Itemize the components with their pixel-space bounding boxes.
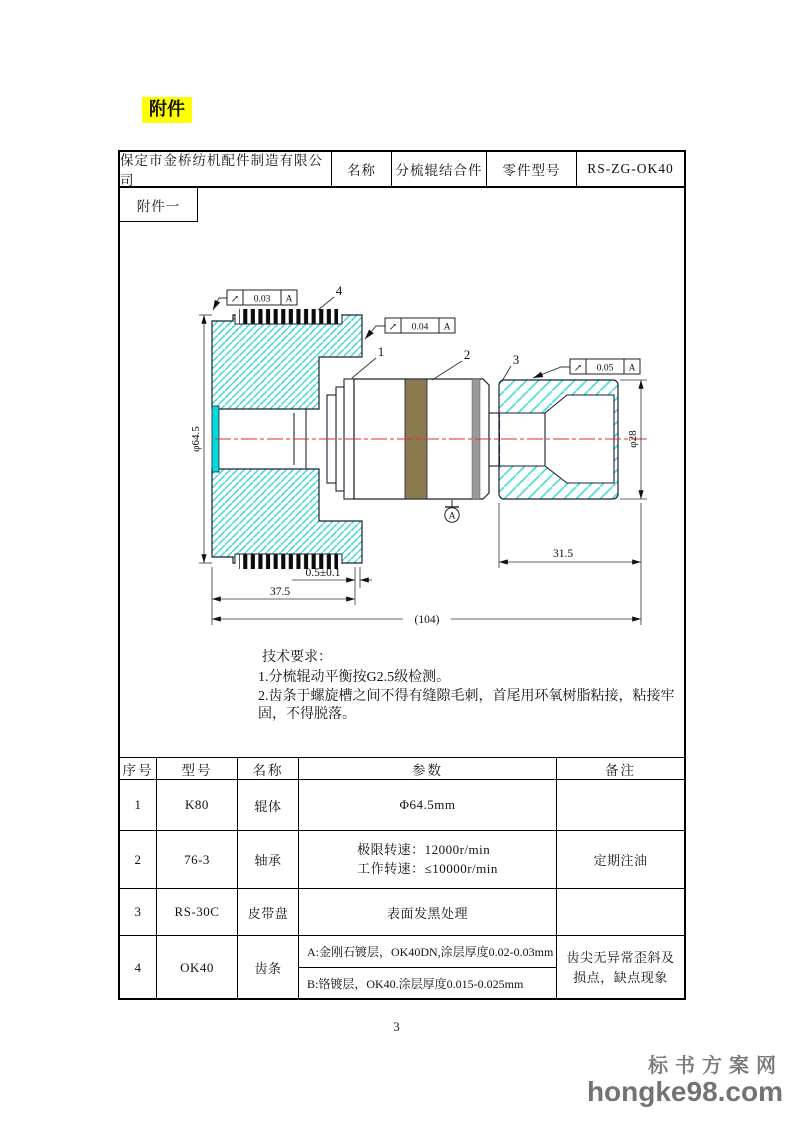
row1-note: [557, 780, 684, 831]
svg-text:(104): (104): [414, 614, 440, 626]
name-label: 名称: [332, 152, 392, 186]
col-header-param: 参数: [299, 758, 557, 780]
fcf-runout-003: [213, 290, 297, 310]
runout-icon: ↗: [388, 322, 398, 333]
svg-text:0.5±0.1: 0.5±0.1: [305, 567, 341, 579]
row1-name: 辊体: [238, 780, 299, 831]
dim-left-diameter: [190, 315, 204, 563]
tech-req-item-2: 2.齿条于螺旋槽之间不得有缝隙毛刺，首尾用环氧树脂粘接，粘接牢固，不得脱落。: [258, 688, 675, 723]
row4-model: OK40: [157, 936, 238, 999]
col-header-name: 名称: [238, 758, 299, 780]
page-number: 3: [393, 1019, 400, 1034]
balloon-2: [432, 347, 470, 380]
svg-text:3: 3: [512, 352, 520, 367]
row4-note: 齿尖无异常歪斜及损点，缺点现象: [566, 950, 675, 985]
row3-name: 皮带盘: [238, 889, 299, 936]
row2-param-line1: 极限转速：12000r/min: [357, 841, 491, 857]
watermark-site-url: hongke98.com: [586, 1076, 783, 1107]
row4-param-a: A:金刚石镀层，OK40DN,涂层厚度0.02-0.03mm: [307, 945, 554, 959]
row4-param: [299, 936, 557, 999]
row3-note: [557, 889, 684, 936]
row3-model: RS-30C: [157, 889, 238, 936]
row1-model: K80: [157, 780, 238, 831]
row2-name: 轴承: [238, 831, 299, 889]
svg-text:2: 2: [463, 347, 471, 362]
row2-no: 2: [120, 831, 157, 889]
watermark: [587, 1055, 783, 1106]
row3-no: 3: [120, 889, 157, 936]
svg-text:φ64.5: φ64.5: [190, 426, 202, 452]
dim-right-diameter: [627, 380, 641, 499]
watermark-site-name: 标书方案网: [648, 1055, 783, 1077]
row1-no: 1: [120, 780, 157, 831]
dim-body-width: [212, 586, 355, 599]
svg-text:A: A: [448, 511, 456, 522]
col-header-model: 型号: [157, 758, 238, 780]
svg-text:φ28: φ28: [627, 430, 639, 448]
runout-icon: ↗: [230, 294, 240, 305]
tech-req-item-1: 1.分梳辊动平衡按G2.5级检测。: [258, 669, 451, 685]
row4-name: 齿条: [238, 936, 299, 999]
technical-requirements: [258, 649, 696, 725]
col-header-no: 序号: [120, 758, 157, 780]
dim-pulley-length: [499, 548, 641, 562]
row4-param-b: B:铬镀层，OK40.涂层厚度0.015-0.025mm: [299, 967, 556, 999]
row3-param: 表面发黑处理: [299, 889, 557, 936]
runout-icon: ↗: [573, 363, 583, 374]
wire-teeth-top: [235, 309, 342, 324]
fcf-runout-005: [533, 359, 640, 378]
technical-drawing: [120, 223, 684, 659]
svg-text:A: A: [285, 294, 293, 305]
svg-text:31.5: 31.5: [552, 548, 574, 560]
model-label: 零件型号: [487, 152, 577, 186]
part-name: 分梳辊结合件: [392, 152, 487, 186]
attachment-badge: 附件: [142, 97, 192, 123]
row1-param: Φ64.5mm: [299, 780, 557, 831]
title-block: [120, 152, 684, 188]
row2-model: 76-3: [157, 831, 238, 889]
fcf-runout-004: [365, 318, 455, 339]
svg-text:1: 1: [377, 344, 385, 359]
parts-table: [120, 757, 684, 1001]
svg-text:0.05: 0.05: [596, 363, 614, 374]
row2-note: 定期注油: [557, 831, 684, 889]
svg-text:37.5: 37.5: [269, 586, 291, 598]
document-frame: [118, 150, 686, 1000]
balloon-4: [318, 283, 343, 310]
company-name: 保定市金桥纺机配件制造有限公司: [120, 152, 332, 186]
tech-req-title: 技术要求：: [262, 650, 332, 665]
svg-text:0.03: 0.03: [253, 294, 271, 305]
dim-overall-length: [212, 614, 641, 626]
col-header-note: 备注: [557, 758, 684, 780]
svg-text:A: A: [628, 363, 636, 374]
svg-text:0.04: 0.04: [411, 322, 429, 333]
balloon-3: [502, 352, 519, 381]
model-value: RS-ZG-OK40: [587, 161, 674, 176]
svg-text:4: 4: [335, 283, 343, 298]
row2-param: [299, 831, 557, 889]
attachment-tab: 附件一: [120, 188, 198, 222]
row4-no: 4: [120, 936, 157, 999]
svg-text:A: A: [443, 322, 451, 333]
row2-param-line2: 工作转速：≤10000r/min: [357, 860, 498, 876]
datum-symbol: [445, 500, 459, 522]
